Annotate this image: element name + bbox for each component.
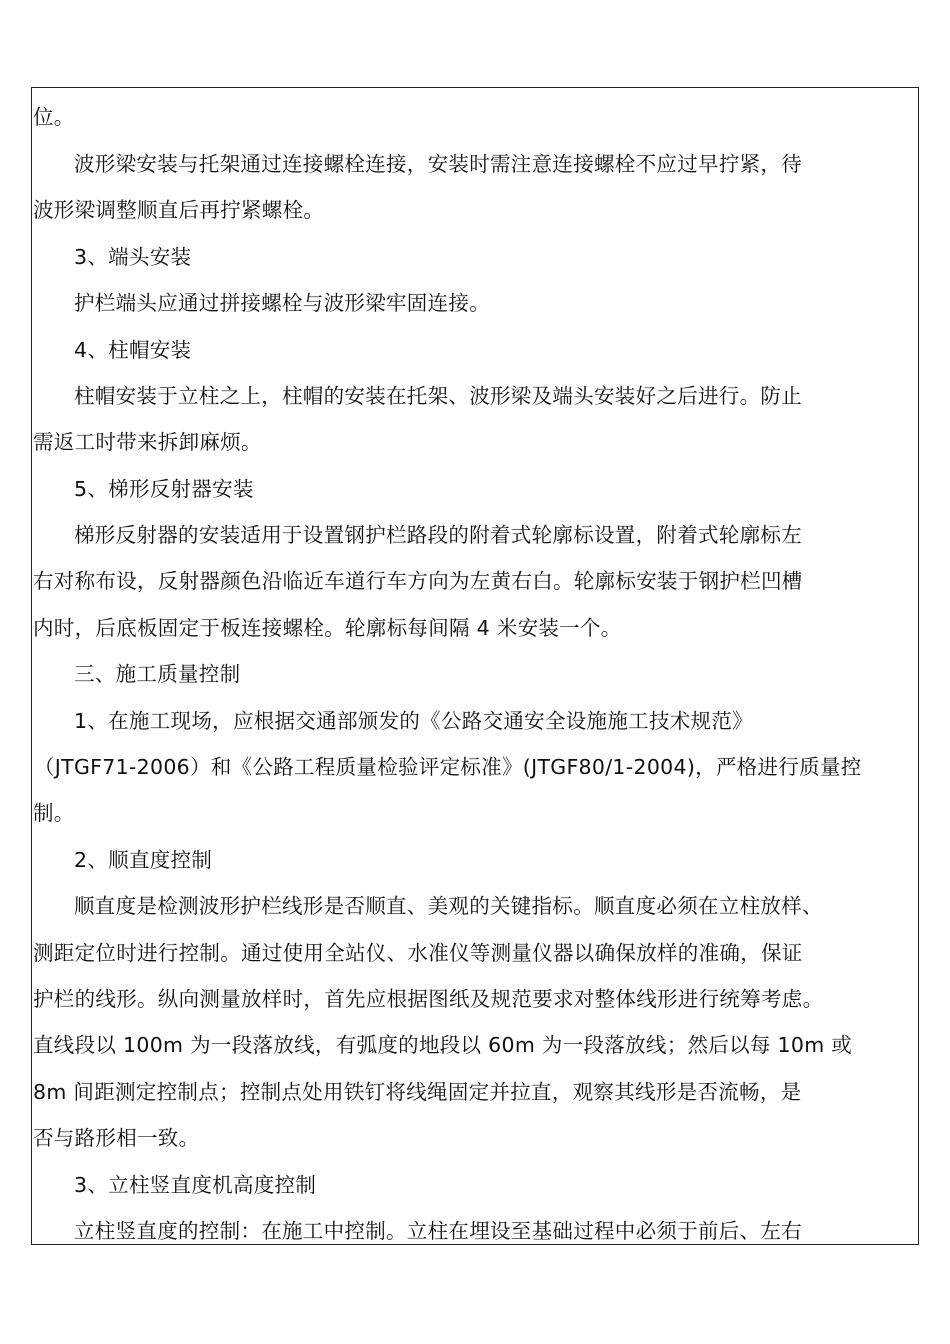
text-line: 制。 — [33, 801, 75, 825]
chapter-heading: 三、施工质量控制 — [74, 662, 241, 686]
text-line: 需返工时带来拆卸麻烦。 — [33, 430, 262, 454]
text-line: 位。 — [33, 105, 75, 129]
text-line: 测距定位时进行控制。通过使用全站仪、水准仪等测量仪器以确保放样的准确，保证 — [33, 941, 803, 965]
text-line: 1、在施工现场，应根据交通部颁发的《公路交通安全设施施工技术规范》 — [74, 709, 753, 733]
document-frame — [31, 87, 919, 1245]
text-line: 顺直度是检测波形护栏线形是否顺直、美观的关键指标。顺直度必须在立柱放样、 — [74, 894, 823, 918]
section-heading: 3、端头安装 — [74, 245, 192, 269]
text-line: 立柱竖直度的控制：在施工中控制。立柱在埋设至基础过程中必须于前后、左右 — [74, 1219, 802, 1243]
section-heading: 5、梯形反射器安装 — [74, 477, 254, 501]
text-line: 波形梁调整顺直后再拧紧螺栓。 — [33, 198, 325, 222]
text-line: 柱帽安装于立柱之上，柱帽的安装在托架、波形梁及端头安装好之后进行。防止 — [74, 384, 802, 408]
section-heading: 3、立柱竖直度机高度控制 — [74, 1173, 317, 1197]
text-line: 护栏端头应通过拼接螺栓与波形梁牢固连接。 — [74, 291, 490, 315]
section-heading: 2、顺直度控制 — [74, 848, 213, 872]
text-line: 否与路形相一致。 — [33, 1126, 200, 1150]
text-line: 右对称布设，反射器颜色沿临近车道行车方向为左黄右白。轮廓标安装于钢护栏凹槽 — [33, 569, 803, 593]
text-line: 护栏的线形。纵向测量放样时，首先应根据图纸及规范要求对整体线形进行统筹考虑。 — [33, 987, 824, 1011]
text-line: 8m 间距测定控制点；控制点处用铁钉将线绳固定并拉直，观察其线形是否流畅，是 — [33, 1080, 802, 1104]
section-heading: 4、柱帽安装 — [74, 338, 192, 362]
text-line: （JTGF71-2006）和《公路工程质量检验评定标准》(JTGF80/1-2004)，严格进行质量控 — [34, 755, 862, 779]
text-line: 波形梁安装与托架通过连接螺栓连接，安装时需注意连接螺栓不应过早拧紧，待 — [74, 152, 802, 176]
text-line: 梯形反射器的安装适用于设置钢护栏路段的附着式轮廓标设置，附着式轮廓标左 — [74, 523, 802, 547]
text-line: 直线段以 100m 为一段落放线，有弧度的地段以 60m 为一段落放线；然后以每 10m 或 — [33, 1033, 853, 1057]
text-line: 内时，后底板固定于板连接螺栓。轮廓标每间隔 4 米安装一个。 — [33, 616, 622, 640]
